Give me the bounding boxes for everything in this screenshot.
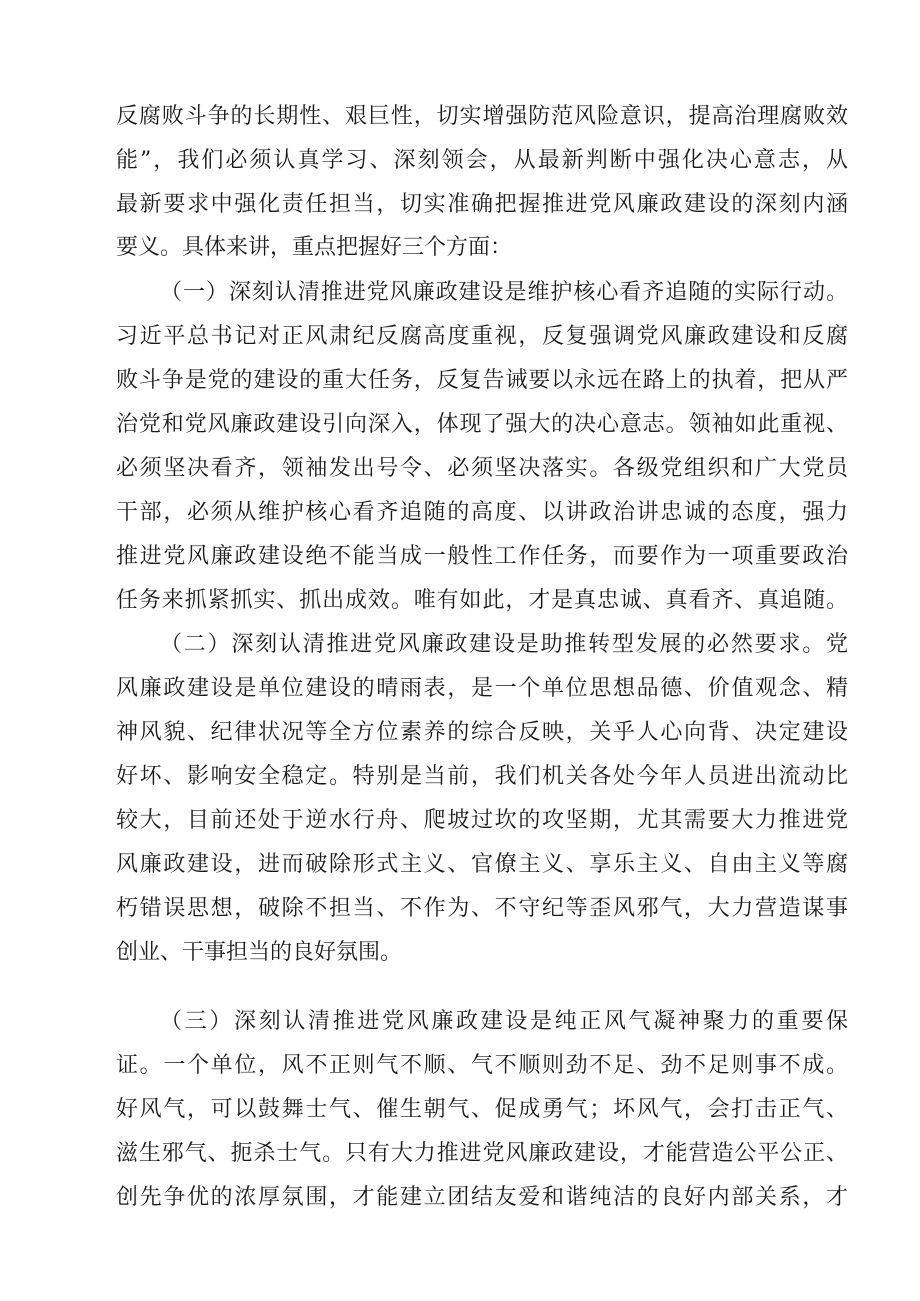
text-line: 败斗争是党的建设的重大任务，反复告诫要以永远在路上的执着，把从严 — [116, 368, 848, 393]
section-heading-2: （二）深刻认清推进党风廉政建设是助推转型发展的必然要求。党 — [160, 632, 848, 657]
text-line: 风廉政建设，进而破除形式主义、官僚主义、享乐主义、自由主义等腐 — [116, 852, 848, 877]
text-line: 习近平总书记对正风肃纪反腐高度重视，反复强调党风廉政建设和反腐 — [116, 324, 848, 349]
text-line: 创业、干事担当的良好氛围。 — [116, 940, 403, 965]
text-line: 风廉政建设是单位建设的晴雨表，是一个单位思想品德、价值观念、精 — [116, 676, 848, 701]
text-line: 要义。具体来讲，重点把握好三个方面： — [116, 235, 513, 260]
text-line: 治党和党风廉政建设引向深入，体现了强大的决心意志。领袖如此重视、 — [116, 412, 848, 437]
text-line: 任务来抓紧抓实、抓出成效。唯有如此，才是真忠诚、真看齐、真追随。 — [116, 588, 848, 613]
text-line: 好坏、影响安全稳定。特别是当前，我们机关各处今年人员进出流动比 — [116, 764, 848, 789]
text-line: 滋生邪气、扼杀士气。只有大力推进党风廉政建设，才能营造公平公正、 — [116, 1141, 848, 1166]
text-line: 创先争优的浓厚氛围，才能建立团结友爱和谐纯洁的良好内部关系，才 — [116, 1185, 848, 1210]
text-line: 必须坚决看齐，领袖发出号令、必须坚决落实。各级党组织和广大党员 — [116, 456, 848, 481]
text-line: 好风气，可以鼓舞士气、催生朝气、促成勇气；坏风气，会打击正气、 — [116, 1097, 848, 1122]
text-line: 推进党风廉政建设绝不能当成一般性工作任务，而要作为一项重要政治 — [116, 544, 848, 569]
text-line: 证。一个单位，风不正则气不顺、气不顺则劲不足、劲不足则事不成。 — [116, 1053, 848, 1078]
section-heading-1: （一）深刻认清推进党风廉政建设是维护核心看齐追随的实际行动。 — [160, 280, 848, 305]
text-line: 较大，目前还处于逆水行舟、爬坡过坎的攻坚期，尤其需要大力推进党 — [116, 808, 848, 833]
section-heading-3: （三）深刻认清推进党风廉政建设是纯正风气凝神聚力的重要保 — [160, 1009, 848, 1034]
text-line: 能”，我们必须认真学习、深刻领会，从最新判断中强化决心意志，从 — [116, 148, 848, 173]
text-line: 反腐败斗争的长期性、艰巨性，切实增强防范风险意识，提高治理腐败效 — [116, 104, 848, 129]
text-line: 朽错误思想，破除不担当、不作为、不守纪等歪风邪气，大力营造谋事 — [116, 896, 848, 921]
text-line: 干部，必须从维护核心看齐追随的高度、以讲政治讲忠诚的态度，强力 — [116, 500, 848, 525]
text-line: 神风貌、纪律状况等全方位素养的综合反映，关乎人心向背、决定建设 — [116, 720, 848, 745]
text-line: 最新要求中强化责任担当，切实准确把握推进党风廉政建设的深刻内涵 — [116, 192, 848, 217]
